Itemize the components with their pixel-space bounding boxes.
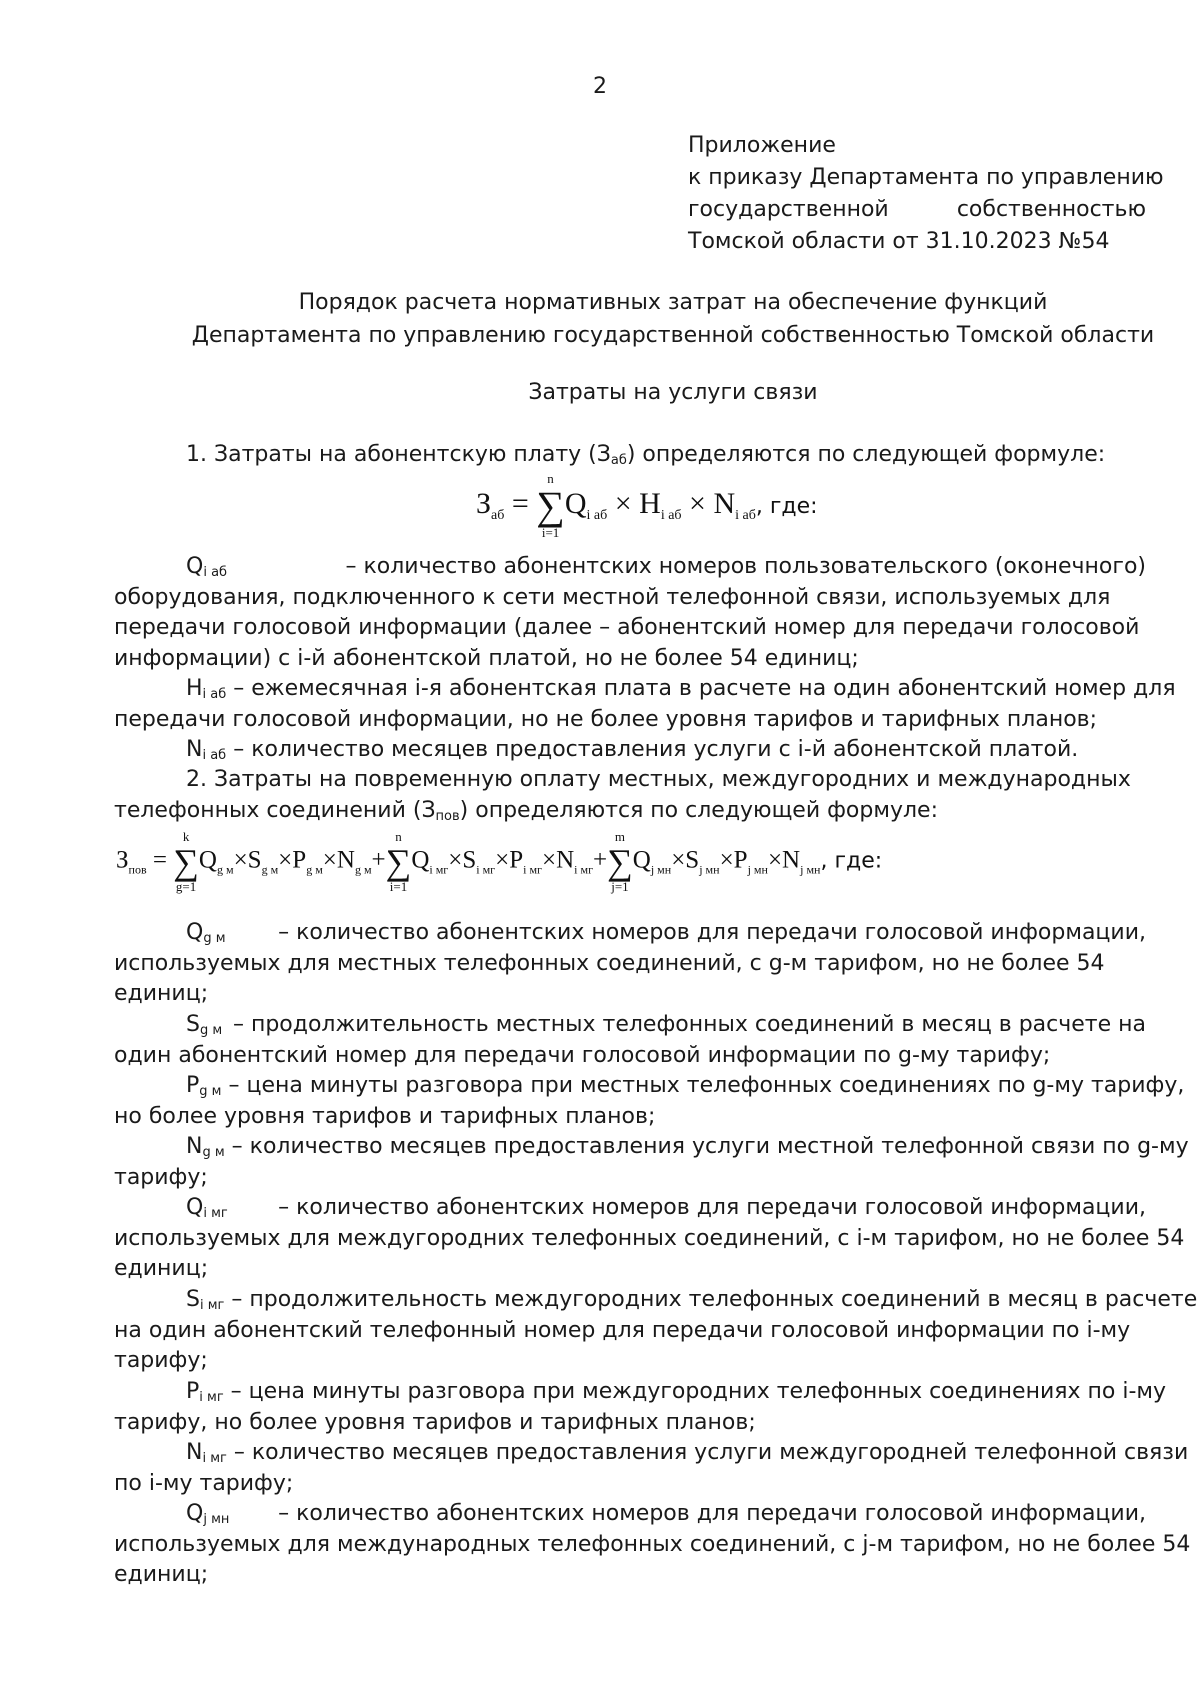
- appendix-line-3: [688, 194, 1146, 226]
- def-sub: i аб: [202, 687, 227, 702]
- def-text: используемых для международных телефонных соединений, с j-м тарифом, но не более 54: [114, 1531, 1191, 1557]
- def-line: [114, 1071, 1185, 1102]
- def-line: [114, 674, 1176, 705]
- def-line: [114, 552, 1146, 583]
- sum-upper-limit: k: [182, 829, 190, 844]
- formula-sub: j мн: [800, 862, 821, 877]
- def-line: [114, 918, 1146, 949]
- formula-ab-q: Q: [564, 486, 587, 520]
- formula-pov: $З_{пов}$ = k ∑ g=1 $Q_{g м}\times S_{g м}\times P_{g м}\times N_{g м}+$ n ∑ i=1 $Q_{i мг}\times S_{i мг}\times P_{i мг}\times N_{i мг}+$ m ∑ j=1 $Q_{j мн}\times S_{j мн}\times P_{j мн}\times N_{j мн}$, где:: [116, 829, 883, 894]
- section-title: Затраты на услуги связи: [528, 380, 818, 405]
- def-line: [114, 735, 1146, 766]
- item-2-text-b: ) определяются по следующей формуле:: [459, 797, 938, 823]
- def-sub: g м: [199, 1084, 222, 1099]
- sum-upper-limit: n: [395, 829, 402, 844]
- formula-sub: g м: [306, 862, 323, 877]
- def-sub: i мг: [203, 1206, 228, 1221]
- appendix-header: [688, 130, 1164, 258]
- formula-sub: j мн: [699, 862, 720, 877]
- formula-ab-n-sub: i аб: [735, 507, 756, 523]
- def-text: но более уровня тарифов и тарифных планов;: [114, 1103, 656, 1129]
- def-h-ab: [114, 674, 1176, 735]
- def-sym: N: [186, 1134, 203, 1159]
- def-text: – продолжительность междугородних телефонных соединений в месяц в расчете: [231, 1287, 1198, 1312]
- equals-sign: =: [511, 486, 537, 520]
- def-text: – количество месяцев предоставления услуги местной телефонной связи по g-му: [231, 1134, 1189, 1159]
- appendix-line-3a: государственной: [688, 197, 889, 222]
- def-text: – количество месяцев предоставления услуги с i-й абонентской платой.: [233, 737, 1079, 762]
- def-text: – ежемесячная i-я абонентская плата в расчете на один абонентский номер для: [233, 676, 1176, 701]
- def-symbol: [186, 1499, 229, 1530]
- def-sub: g м: [203, 931, 226, 946]
- item-1-paragraph: [114, 440, 1146, 471]
- document-title: [100, 286, 1200, 352]
- title-line-2: Департамента по управлению государственной собственностью Томской области: [191, 323, 1155, 348]
- def-text: – цена минуты разговора при междугородних телефонных соединениях по i-му: [230, 1379, 1167, 1404]
- def-text: используемых для местных телефонных соединений, с g-м тарифом, но не более 54: [114, 950, 1105, 976]
- formula-pov-tail: , где:: [820, 848, 883, 874]
- def-text: информации) с i-й абонентской платой, но не более 54 единиц;: [114, 645, 859, 671]
- def-sym: Q: [186, 1501, 204, 1526]
- def-q-img: [114, 1193, 1185, 1285]
- formula-ab-h-sub: i аб: [660, 507, 682, 523]
- formula-pov-lhs-sub: пов: [128, 862, 147, 877]
- def-sym: Q: [186, 554, 204, 579]
- def-sym: N: [186, 1440, 203, 1465]
- item-2-paragraph: [114, 765, 1146, 826]
- title-line-1: Порядок расчета нормативных затрат на обеспечение функций: [298, 290, 1048, 315]
- sum-lower-limit: i=1: [389, 879, 408, 894]
- def-sub: i аб: [203, 565, 228, 580]
- def-text: используемых для междугородних телефонных соединений, с i-м тарифом, но не более 54: [114, 1225, 1185, 1251]
- def-sym: S: [186, 1012, 200, 1037]
- def-line: [114, 1285, 1198, 1316]
- def-sym: P: [186, 1073, 200, 1098]
- formula-sub: g м: [354, 862, 372, 877]
- times-sign: ×: [607, 486, 640, 520]
- appendix-line-1: Приложение: [688, 133, 836, 158]
- def-text: – цена минуты разговора при местных телефонных соединениях по g-му тарифу,: [228, 1073, 1185, 1098]
- def-text: на один абонентский телефонный номер для передачи голосовой информации по i-му: [114, 1317, 1131, 1343]
- sum-upper-limit: m: [614, 829, 625, 844]
- def-p-img: [114, 1377, 1167, 1438]
- def-sub: j мн: [203, 1512, 230, 1527]
- item-1-text-b: ) определяются по следующей формуле:: [626, 442, 1106, 467]
- sum-operator: [536, 472, 565, 540]
- def-sym: P: [186, 1379, 200, 1404]
- def-text: – количество абонентских номеров для передачи голосовой информации,: [278, 920, 1146, 945]
- def-n-gm: [114, 1132, 1189, 1193]
- def-n-img: [114, 1438, 1189, 1499]
- def-text: по i-му тарифу;: [114, 1470, 294, 1496]
- def-s-img: [114, 1285, 1198, 1377]
- item-1-sub: аб: [610, 453, 627, 468]
- def-text: единиц;: [114, 1256, 209, 1281]
- formula-sub: j мн: [747, 862, 768, 877]
- formula-ab-tail: , где:: [755, 493, 818, 519]
- def-text: оборудования, подключенного к сети местной телефонной связи, используемых для: [114, 584, 1111, 610]
- def-sub: i мг: [199, 1298, 225, 1313]
- def-text: тарифу;: [114, 1164, 208, 1190]
- def-text: – количество месяцев предоставления услуги междугородней телефонной связи: [233, 1440, 1189, 1465]
- item-2-text-a: телефонных соединений (З: [114, 797, 436, 823]
- sigma-symbol: ∑: [385, 842, 412, 882]
- sigma-symbol: ∑: [536, 483, 565, 528]
- formula-sub: i мг: [476, 862, 496, 877]
- def-symbol: [186, 1010, 222, 1041]
- formula-sub: j мн: [650, 862, 672, 877]
- def-sym: H: [186, 676, 203, 701]
- sum-upper-limit: n: [547, 471, 554, 486]
- def-sub: g м: [202, 1145, 225, 1160]
- formula-sub: i мг: [429, 862, 449, 877]
- def-sub: i мг: [202, 1451, 227, 1466]
- formula-pov-lhs: З: [116, 846, 129, 874]
- sum-operator-1: [173, 830, 199, 894]
- def-line: [114, 1010, 1146, 1041]
- def-text: – количество абонентских номеров для передачи голосовой информации,: [278, 1501, 1146, 1526]
- def-sym: N: [186, 737, 203, 762]
- appendix-line-4: Томской области от 31.10.2023 №54: [688, 229, 1110, 254]
- def-symbol: [186, 1193, 228, 1224]
- sum-lower-limit: j=1: [611, 879, 629, 894]
- def-sub: i мг: [199, 1390, 224, 1405]
- def-s-gm: [114, 1010, 1146, 1071]
- def-sym: Q: [186, 1195, 204, 1220]
- item-2-line-1: 2. Затраты на повременную оплату местных, междугородних и международных: [186, 767, 1131, 792]
- def-sub: g м: [199, 1023, 223, 1038]
- item-2-line-2: [114, 796, 1146, 827]
- formula-sub: i мг: [523, 862, 542, 877]
- def-sym: S: [186, 1287, 200, 1312]
- def-line: [114, 1499, 1146, 1530]
- def-text: передачи голосовой информации, но не более уровня тарифов и тарифных планов;: [114, 706, 1098, 732]
- times-sign: ×: [681, 486, 714, 520]
- def-text: тарифу;: [114, 1348, 208, 1373]
- appendix-line-3b: собственностью: [956, 197, 1146, 222]
- sum-lower-limit: g=1: [175, 879, 197, 894]
- def-q-ab: [114, 552, 1146, 674]
- item-2-sub: пов: [435, 808, 460, 824]
- formula-sub: g м: [261, 862, 279, 877]
- def-text: тарифу, но более уровня тарифов и тарифных планов;: [114, 1409, 756, 1435]
- def-symbol: [186, 918, 226, 949]
- def-text: единиц;: [114, 1562, 209, 1587]
- def-sub: i аб: [202, 748, 227, 763]
- def-sym: Q: [186, 920, 204, 945]
- sum-operator-2: [386, 830, 412, 894]
- def-n-ab: [114, 735, 1146, 766]
- formula-sub: i мг: [574, 862, 593, 877]
- formula-ab-n: N: [713, 486, 736, 520]
- def-text: – количество абонентских номеров для передачи голосовой информации,: [278, 1195, 1146, 1220]
- def-q-jmn: [114, 1499, 1191, 1591]
- formula-ab-lhs: З: [476, 486, 492, 520]
- item-1-text-a: 1. Затраты на абонентскую плату (З: [186, 442, 611, 467]
- def-text: – количество абонентских номеров пользовательского (оконечного): [345, 554, 1146, 579]
- def-text: – продолжительность местных телефонных соединений в месяц в расчете на: [232, 1012, 1146, 1037]
- def-text: один абонентский номер для передачи голосовой информации по g-му тарифу;: [114, 1042, 1051, 1068]
- sum-lower-limit: i=1: [541, 525, 560, 540]
- def-text: единиц;: [114, 981, 209, 1006]
- def-line: [114, 1132, 1189, 1163]
- def-line: [114, 1377, 1167, 1408]
- def-symbol: [186, 552, 227, 583]
- page-number: 2: [593, 74, 607, 99]
- formula-ab-q-sub: i аб: [586, 507, 608, 523]
- formula-ab-lhs-sub: аб: [491, 507, 505, 523]
- formula-sub: g м: [216, 862, 234, 877]
- def-text: передачи голосовой информации (далее – абонентский номер для передачи голосовой: [114, 615, 1140, 640]
- formula-ab-h: H: [639, 486, 661, 520]
- sigma-symbol: ∑: [607, 842, 633, 882]
- sigma-symbol: ∑: [173, 842, 199, 882]
- def-line: [114, 1193, 1146, 1224]
- appendix-line-2: к приказу Департамента по управлению: [688, 165, 1164, 190]
- def-p-gm: [114, 1071, 1185, 1132]
- formula-ab: [476, 472, 818, 540]
- sum-operator-3: [607, 830, 633, 894]
- def-q-gm: [114, 918, 1146, 1010]
- item-1-text: [114, 440, 1146, 471]
- def-line: [114, 1438, 1189, 1469]
